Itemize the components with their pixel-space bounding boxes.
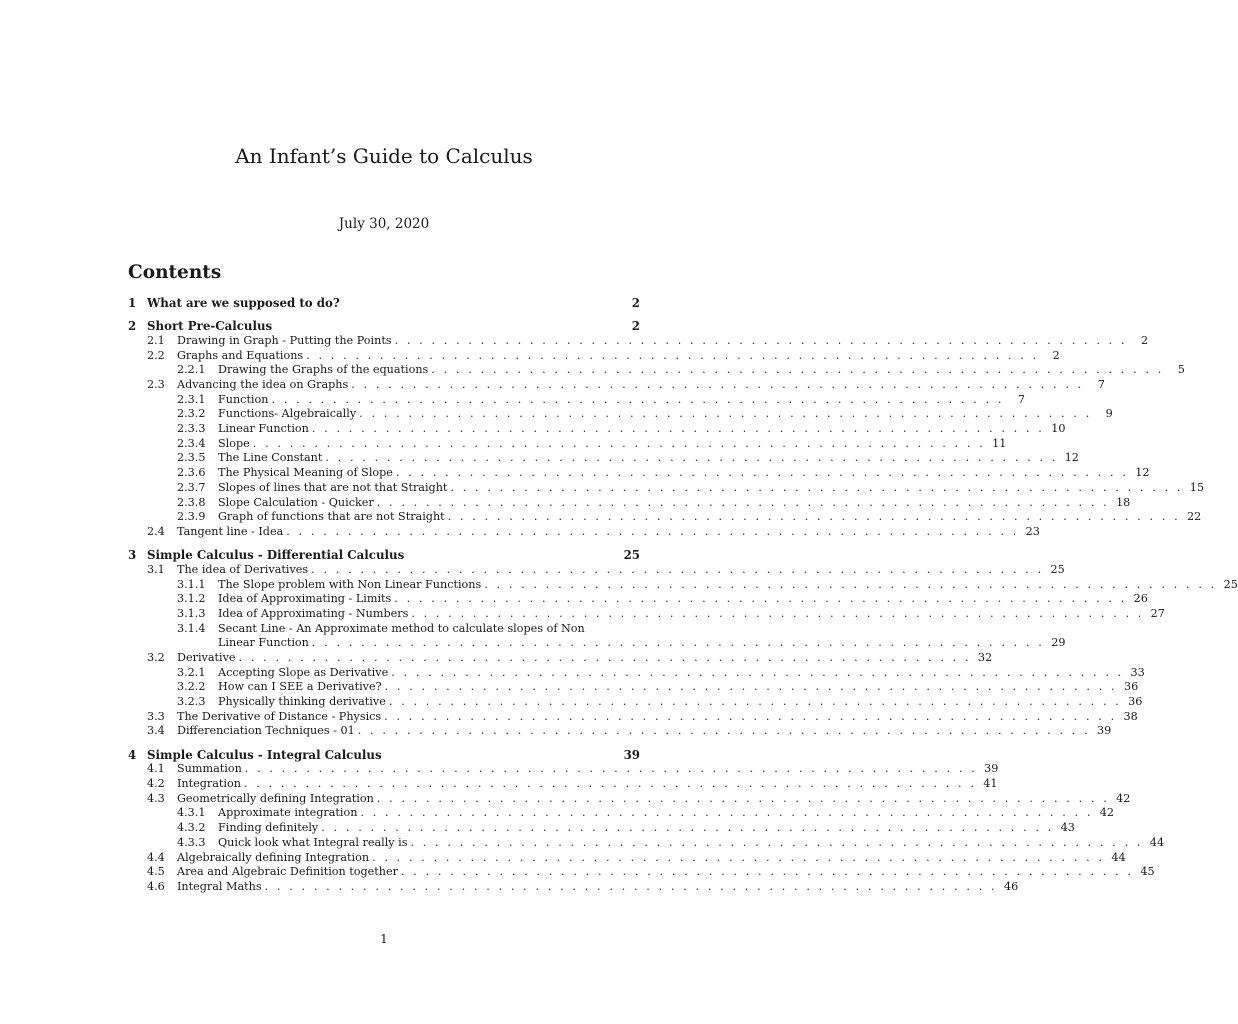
toc-number: 3.1 — [147, 562, 165, 576]
toc-page-number: 32 — [977, 651, 993, 664]
toc-label: Advancing the idea on Graphs — [177, 378, 349, 392]
toc-leader-dots: . . . . . . . . . . . . . . . . . . . . . . . . . . . . . . . . . . . . . . . . . . . . . . . . . . . . . . . . . . . . — [388, 695, 1122, 709]
toc-entry[interactable] — [128, 777, 998, 792]
contents-heading: Contents — [128, 262, 222, 283]
toc-page-number: 25 — [1223, 577, 1238, 591]
toc-label: Graphs and Equations — [177, 348, 304, 362]
toc-number: 4.2 — [147, 777, 165, 791]
toc-entry[interactable] — [128, 378, 1105, 393]
toc-leader-dots: . . . . . . . . . . . . . . . . . . . . . . . . . . . . . . . . . . . . . . . . . . . . . . . . . . . . . . . . . . . . — [238, 651, 972, 664]
toc-label: Linear Function — [218, 422, 309, 436]
toc-page-number: 18 — [1116, 495, 1131, 509]
toc-label: Tangent line - Idea — [177, 524, 284, 538]
toc-number: 2.4 — [147, 524, 165, 538]
toc-label: The Line Constant — [218, 451, 323, 465]
toc-number: 3.3 — [147, 709, 165, 723]
toc-leader-dots: . . . . . . . . . . . . . . . . . . . . . . . . . . . . . . . . . . . . . . . . . . . . . . . . . . . . . . . . . . . . — [359, 407, 1092, 421]
toc-entry[interactable] — [128, 762, 999, 777]
toc-number: 3.1.1 — [177, 577, 206, 591]
toc-leader-dots: . . . . . . . . . . . . . . . . . . . . . . . . . . . . . . . . . . . . . . . . . . . . . . . . . . . . . . . . . . . . — [325, 451, 1058, 465]
toc-number: 3 — [128, 548, 137, 563]
toc-number: 3.1.3 — [177, 606, 206, 620]
toc-page-number: 42 — [1099, 806, 1115, 820]
toc-label: Accepting Slope as Derivative — [218, 665, 389, 679]
toc-leader-dots: . . . . . . . . . . . . . . . . . . . . . . . . . . . . . . . . . . . . . . . . . . . . . . . . . . . . . . . . . . . . — [286, 524, 1019, 538]
toc-label: Finding definitely — [218, 821, 319, 835]
toc-page-number: 42 — [1116, 791, 1131, 805]
toc-page-number: 45 — [1140, 865, 1155, 879]
toc-entry[interactable] — [128, 835, 1165, 851]
toc-number: 3.2.3 — [177, 695, 206, 709]
toc-label: Integration — [177, 777, 241, 791]
document-title: An Infant’s Guide to Calculus — [235, 144, 533, 168]
toc-leader-dots: . . . . . . . . . . . . . . . . . . . . . . . . . . . . . . . . . . . . . . . . . . . . . . . . . . . . . . . . . . . . — [384, 680, 1118, 694]
toc-label: Functions- Algebraically — [218, 407, 357, 421]
toc-label: Integral Maths — [177, 879, 262, 893]
toc-number: 2.2 — [147, 348, 165, 362]
toc-leader-dots: . . . . . . . . . . . . . . . . . . . . . . . . . . . . . . . . . . . . . . . . . . . . . . . . . . . . . . . . . . . . — [252, 436, 986, 450]
toc-entry[interactable] — [128, 680, 1139, 695]
toc-page-number: 36 — [1128, 695, 1143, 709]
toc-number: 4 — [128, 747, 137, 762]
toc-entry[interactable] — [128, 577, 1238, 593]
toc-leader-dots: . . . . . . . . . . . . . . . . . . . . . . . . . . . . . . . . . . . . . . . . . . . . . . . . . . . . . . . . . . . . — [243, 777, 977, 791]
toc-label: Idea of Approximating - Limits — [218, 592, 392, 606]
toc-leader-dots: . . . . . . . . . . . . . . . . . . . . . . . . . . . . . . . . . . . . . . . . . . . . . . . . . . . . . . . . . . . . — [311, 636, 1045, 650]
toc-section[interactable] — [128, 296, 640, 311]
toc-leader-dots: . . . . . . . . . . . . . . . . . . . . . . . . . . . . . . . . . . . . . . . . . . . . . . . . . . . . . . . . . . . . — [264, 879, 998, 893]
toc-number: 4.4 — [147, 850, 165, 864]
toc-entry[interactable] — [128, 562, 1065, 578]
toc-leader-dots: . . . . . . . . . . . . . . . . . . . . . . . . . . . . . . . . . . . . . . . . . . . . . . . . . . . . . . . . . . . . — [400, 865, 1134, 879]
toc-number: 2.3.3 — [177, 422, 206, 436]
toc-label: Slope — [218, 436, 250, 450]
toc-leader-dots: . . . . . . . . . . . . . . . . . . . . . . . . . . . . . . . . . . . . . . . . . . . . . . . . . . . . . . . . . . . . — [351, 378, 1084, 392]
toc-number: 4.6 — [147, 879, 165, 893]
toc-label: Area and Algebraic Definition together — [177, 865, 398, 879]
toc-page-number: 2 — [1052, 348, 1060, 362]
toc-page-number: 11 — [992, 436, 1007, 450]
toc-number: 4.3 — [147, 791, 165, 805]
toc-entry[interactable] — [128, 348, 1060, 364]
toc-number: 3.1.4 — [177, 621, 206, 635]
toc-entry[interactable] — [128, 592, 1148, 607]
toc-entry[interactable] — [128, 724, 1112, 739]
toc-leader-dots: . . . . . . . . . . . . . . . . . . . . . . . . . . . . . . . . . . . . . . . . . . . . . . . . . . . . . . . . . . . . — [306, 348, 1039, 362]
toc-page-number: 12 — [1135, 466, 1150, 480]
toc-number: 3.1.2 — [177, 592, 206, 606]
toc-leader-dots: . . . . . . . . . . . . . . . . . . . . . . . . . . . . . . . . . . . . . . . . . . . . . . . . . . . . . . . . . . . . — [372, 850, 1105, 864]
toc-entry[interactable] — [128, 821, 1075, 836]
toc-leader-dots: . . . . . . . . . . . . . . . . . . . . . . . . . . . . . . . . . . . . . . . . . . . . . . . . . . . . . . . . . . . . — [450, 480, 1184, 494]
toc-page-number: 46 — [1003, 879, 1019, 893]
toc-number: 2.3 — [147, 378, 165, 392]
toc-page-number: 12 — [1064, 451, 1079, 465]
toc-page-number: 23 — [1025, 524, 1040, 538]
toc-page-number: 44 — [1149, 835, 1165, 849]
toc-number: 2.3.9 — [177, 510, 206, 524]
toc-number: 4.3.1 — [177, 806, 206, 820]
toc-page-number: 7 — [1017, 392, 1026, 406]
toc-number: 2.2.1 — [177, 363, 206, 377]
toc-leader-dots: . . . . . . . . . . . . . . . . . . . . . . . . . . . . . . . . . . . . . . . . . . . . . . . . . . . . . . . . . . . . — [410, 835, 1144, 849]
toc-number: 2.3.4 — [177, 436, 206, 450]
toc-number: 4.5 — [147, 865, 165, 879]
toc-label: Graph of functions that are not Straight — [218, 510, 445, 524]
toc-page-number: 27 — [1150, 606, 1165, 620]
toc-entry[interactable] — [128, 422, 1066, 437]
toc-entry[interactable] — [128, 333, 1149, 349]
toc-label: The Physical Meaning of Slope — [218, 466, 393, 480]
toc-page-number: 29 — [1051, 636, 1066, 650]
toc-leader-dots: . . . . . . . . . . . . . . . . . . . . . . . . . . . . . . . . . . . . . . . . . . . . . . . . . . . . . . . . . . . . — [394, 333, 1128, 347]
toc-leader-dots: . . . . . . . . . . . . . . . . . . . . . . . . . . . . . . . . . . . . . . . . . . . . . . . . . . . . . . . . . . . . — [311, 562, 1044, 576]
toc-page-number: 43 — [1060, 821, 1075, 835]
document-date: July 30, 2020 — [338, 216, 430, 232]
toc-label: The Slope problem with Non Linear Functions — [218, 577, 482, 591]
toc-label: Idea of Approximating - Numbers — [218, 606, 409, 620]
toc-label: What are we supposed to do? — [147, 296, 340, 310]
toc-number: 4.3.2 — [177, 821, 206, 835]
toc-leader-dots: . . . . . . . . . . . . . . . . . . . . . . . . . . . . . . . . . . . . . . . . . . . . . . . . . . . . . . . . . . . . — [360, 806, 1094, 820]
toc-page-number: 25 — [623, 548, 640, 563]
toc-entry[interactable] — [128, 651, 993, 666]
toc-page-number: 10 — [1051, 422, 1066, 436]
toc-entry[interactable] — [128, 606, 1165, 622]
page-number: 1 — [380, 932, 388, 946]
toc-page-number: 39 — [984, 762, 999, 776]
toc-entry[interactable] — [128, 636, 1066, 651]
toc-number: 2.3.1 — [177, 392, 206, 406]
toc-label: Drawing in Graph - Putting the Points — [177, 333, 392, 347]
toc-page-number: 33 — [1130, 665, 1145, 679]
toc-label: Simple Calculus - Differential Calculus — [147, 548, 405, 563]
table-of-contents — [128, 296, 1238, 895]
toc-page-number: 5 — [1177, 363, 1185, 377]
toc-number: 2 — [128, 319, 137, 334]
toc-number: 2.1 — [147, 333, 165, 347]
toc-entry[interactable] — [128, 665, 1145, 681]
toc-page-number: 2 — [1141, 333, 1149, 347]
toc-entry[interactable] — [128, 495, 1131, 511]
toc-leader-dots: . . . . . . . . . . . . . . . . . . . . . . . . . . . . . . . . . . . . . . . . . . . . . . . . . . . . . . . . . . . . — [271, 392, 1005, 406]
toc-entry[interactable] — [128, 622, 640, 637]
toc-label: Linear Function — [218, 636, 309, 650]
toc-label: Algebraically defining Integration — [177, 850, 370, 864]
toc-entry[interactable] — [128, 510, 1202, 525]
toc-page-number: 15 — [1189, 480, 1205, 494]
toc-entry[interactable] — [128, 865, 1155, 880]
toc-label: Approximate integration — [218, 806, 358, 820]
toc-section[interactable] — [128, 548, 640, 563]
toc-page-number: 7 — [1097, 378, 1105, 392]
toc-label: Function — [218, 392, 269, 406]
toc-section[interactable] — [128, 319, 640, 334]
toc-leader-dots: . . . . . . . . . . . . . . . . . . . . . . . . . . . . . . . . . . . . . . . . . . . . . . . . . . . . . . . . . . . . — [321, 821, 1054, 835]
toc-page-number: 22 — [1187, 510, 1202, 524]
toc-entry[interactable] — [128, 695, 1143, 710]
toc-entry[interactable] — [128, 436, 1007, 452]
toc-page-number: 2 — [631, 319, 640, 334]
toc-entry[interactable] — [128, 466, 1150, 481]
toc-leader-dots: . . . . . . . . . . . . . . . . . . . . . . . . . . . . . . . . . . . . . . . . . . . . . . . . . . . . . . . . . . . . — [244, 762, 978, 776]
toc-page-number: 41 — [983, 777, 998, 791]
toc-number: 4.3.3 — [177, 835, 206, 849]
toc-entry[interactable] — [128, 806, 1115, 821]
toc-label: Derivative — [177, 651, 236, 664]
toc-entry[interactable] — [128, 392, 1026, 408]
toc-entry[interactable] — [128, 363, 1185, 378]
toc-label: Geometrically defining Integration — [177, 791, 374, 805]
toc-leader-dots: . . . . . . . . . . . . . . . . . . . . . . . . . . . . . . . . . . . . . . . . . . . . . . . . . . . . . . . . . . . . — [357, 724, 1091, 738]
toc-label: Slopes of lines that are not that Straight — [218, 480, 448, 494]
toc-page-number: 44 — [1111, 850, 1126, 864]
toc-label: Drawing the Graphs of the equations — [218, 363, 429, 377]
toc-page-number: 26 — [1133, 592, 1148, 606]
toc-leader-dots: . . . . . . . . . . . . . . . . . . . . . . . . . . . . . . . . . . . . . . . . . . . . . . . . . . . . . . . . . . . . — [395, 466, 1129, 480]
toc-page-number: 38 — [1123, 709, 1138, 723]
toc-number: 2.3.6 — [177, 466, 206, 480]
toc-label: Slope Calculation - Quicker — [218, 495, 374, 509]
toc-page-number: 2 — [631, 296, 640, 310]
toc-number: 3.4 — [147, 724, 165, 738]
toc-leader-dots: . . . . . . . . . . . . . . . . . . . . . . . . . . . . . . . . . . . . . . . . . . . . . . . . . . . . . . . . . . . . — [391, 665, 1124, 679]
toc-entry[interactable] — [128, 709, 1138, 725]
toc-leader-dots: . . . . . . . . . . . . . . . . . . . . . . . . . . . . . . . . . . . . . . . . . . . . . . . . . . . . . . . . . . . . — [376, 791, 1110, 805]
toc-label: The idea of Derivatives — [177, 562, 309, 576]
toc-leader-dots: . . . . . . . . . . . . . . . . . . . . . . . . . . . . . . . . . . . . . . . . . . . . . . . . . . . . . . . . . . . . — [394, 592, 1127, 606]
toc-number: 2.3.5 — [177, 451, 206, 465]
toc-entry[interactable] — [128, 480, 1205, 496]
toc-number: 1 — [128, 296, 137, 310]
toc-number: 4.1 — [147, 762, 165, 776]
toc-section[interactable] — [128, 748, 640, 763]
toc-label: Short Pre-Calculus — [147, 319, 273, 334]
toc-label: Differenciation Techniques - 01 — [177, 724, 355, 738]
toc-label: Quick look what Integral really is — [218, 835, 408, 849]
toc-number: 3.2.2 — [177, 680, 206, 694]
toc-label: Physically thinking derivative — [218, 695, 386, 709]
toc-entry[interactable] — [128, 850, 1126, 866]
toc-page-number: 9 — [1105, 407, 1113, 421]
toc-number: 3.2.1 — [177, 665, 206, 679]
toc-page-number: 36 — [1123, 680, 1139, 694]
toc-page-number: 39 — [1097, 724, 1112, 738]
toc-leader-dots: . . . . . . . . . . . . . . . . . . . . . . . . . . . . . . . . . . . . . . . . . . . . . . . . . . . . . . . . . . . . — [431, 363, 1164, 377]
toc-number: 2.3.2 — [177, 407, 206, 421]
toc-entry[interactable] — [128, 791, 1131, 807]
toc-leader-dots: . . . . . . . . . . . . . . . . . . . . . . . . . . . . . . . . . . . . . . . . . . . . . . . . . . . . . . . . . . . . — [376, 495, 1110, 509]
toc-leader-dots: . . . . . . . . . . . . . . . . . . . . . . . . . . . . . . . . . . . . . . . . . . . . . . . . . . . . . . . . . . . . — [311, 422, 1045, 436]
toc-page-number: 39 — [623, 747, 640, 762]
toc-number: 3.2 — [147, 651, 165, 664]
toc-number: 2.3.7 — [177, 480, 206, 494]
toc-entry[interactable] — [128, 524, 1040, 540]
toc-entry[interactable] — [128, 407, 1113, 422]
toc-leader-dots: . . . . . . . . . . . . . . . . . . . . . . . . . . . . . . . . . . . . . . . . . . . . . . . . . . . . . . . . . . . . — [384, 709, 1117, 723]
toc-label: Summation — [177, 762, 242, 776]
toc-label: Simple Calculus - Integral Calculus — [147, 747, 382, 762]
toc-number: 2.3.8 — [177, 495, 206, 509]
toc-entry[interactable] — [128, 451, 1079, 466]
toc-label: The Derivative of Distance - Physics — [177, 709, 382, 723]
toc-label: Secant Line - An Approximate method to calculate slopes of Non — [218, 621, 585, 635]
toc-page-number: 25 — [1050, 562, 1065, 576]
toc-label: How can I SEE a Derivative? — [218, 680, 382, 694]
toc-leader-dots: . . . . . . . . . . . . . . . . . . . . . . . . . . . . . . . . . . . . . . . . . . . . . . . . . . . . . . . . . . . . — [447, 510, 1181, 524]
toc-leader-dots: . . . . . . . . . . . . . . . . . . . . . . . . . . . . . . . . . . . . . . . . . . . . . . . . . . . . . . . . . . . . — [484, 577, 1217, 591]
toc-leader-dots: . . . . . . . . . . . . . . . . . . . . . . . . . . . . . . . . . . . . . . . . . . . . . . . . . . . . . . . . . . . . — [411, 606, 1144, 620]
toc-entry[interactable] — [128, 879, 1019, 895]
